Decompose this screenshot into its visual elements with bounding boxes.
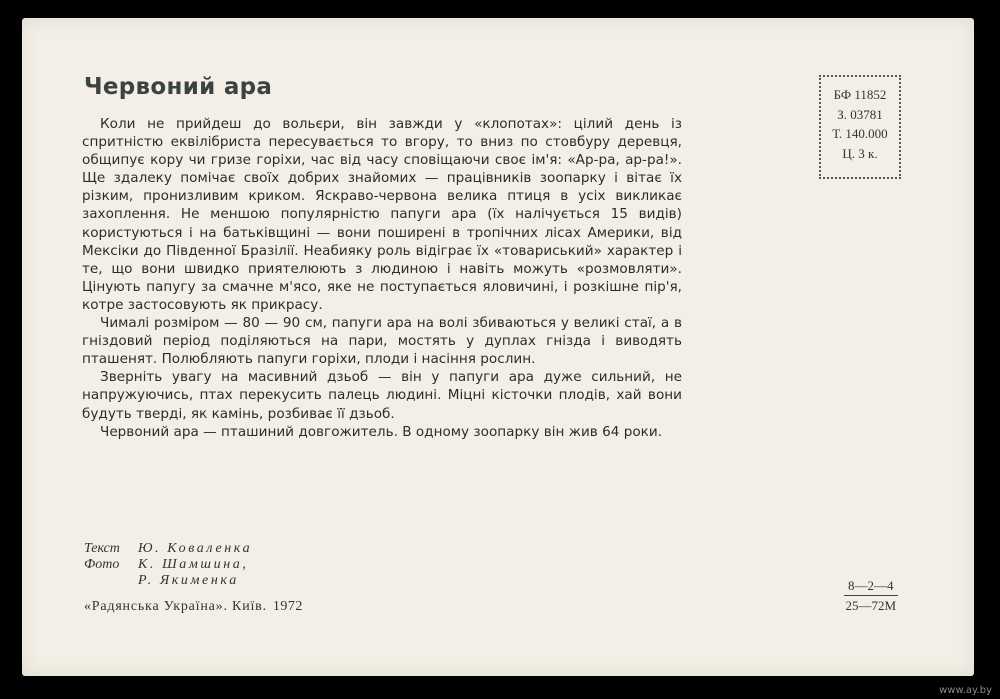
paragraph-1: Коли не прийдеш до вольєри, він завжди у «клопотах»: цілий день із спритністю еквілібриста пересувається то вгору, то вниз по стовбуру деревця, общипує кору чи гризе горіхи, час від часу сповіщаючи своє ім'я: «Ар-ра, ар-ра!». Ще здалеку помічає своїх добрих знайомих — працівників зоопарку і вітає їх різким, пронизливим криком. Яскраво-червона велика птиця в усіх викликає захоплення. Не меншою популярністю папуги ара (їх налічується 15 видів) користуються і на батьківщині — вони поширені в тропічних лісах Америки, від Мексіки до Південної Бразілії. Неабияку роль відіграє їх «товариський» характер і те, що вони швидко приятелюють з людиною і навіть можуть «розмовляти». Цінують папугу за смачне м'ясо, яке не поступається яловичині, і розкішне пір'я, котре застосовують як прикрасу. [82, 116, 682, 313]
publisher-line [84, 599, 303, 615]
catalog-code-top: 8—2—4 [844, 577, 898, 596]
print-info-line: Ц. 3 к. [842, 145, 878, 161]
text-credit-label: Текст [84, 541, 120, 556]
photo-credit-second [84, 573, 252, 589]
print-info-line: З. 03781 [837, 106, 883, 122]
credits [84, 541, 252, 589]
description-text [82, 115, 682, 441]
postcard-back [22, 18, 974, 676]
photo-credit [84, 557, 252, 573]
paragraph-2: Чималі розміром — 80 — 90 см, папуги ара на волі збиваються у великі стаї, а в гніздовий період поділяються на пари, мостять у дуплах гнізда і виводять пташенят. Полюбляють папуги горіхи, плоди і насіння рослин. [82, 315, 682, 368]
paragraph-3: Зверніть увагу на масивний дзьоб — він у папуги ара дуже сильний, не напружуючись, птах перекусить палець людині. Міцні кісточки плодів, хай вони будуть тверді, як камінь, розбиває її дзьоб. [82, 369, 682, 422]
card-title: Червоний ара [84, 74, 273, 100]
catalog-code [844, 577, 898, 614]
publication-year: 1972 [272, 599, 303, 614]
print-info-box [819, 75, 901, 179]
print-info-line: БФ 11852 [833, 87, 887, 102]
print-info-line: Т. 140.000 [832, 126, 888, 141]
text-credit [84, 541, 252, 557]
text-credit-author: Ю. Коваленка [138, 541, 253, 556]
photo-credit-author: Р. Якименка [138, 573, 239, 588]
publisher-name: «Радянська Україна». Київ. [84, 599, 267, 614]
site-watermark: www.ay.by [939, 685, 992, 696]
photo-credit-label: Фото [84, 557, 120, 572]
paragraph-4: Червоний ара — пташиний довгожитель. В одному зоопарку він жив 64 роки. [100, 423, 663, 440]
catalog-code-bottom: 25—72М [845, 598, 897, 613]
photo-credit-author: К. Шамшина, [138, 557, 249, 572]
